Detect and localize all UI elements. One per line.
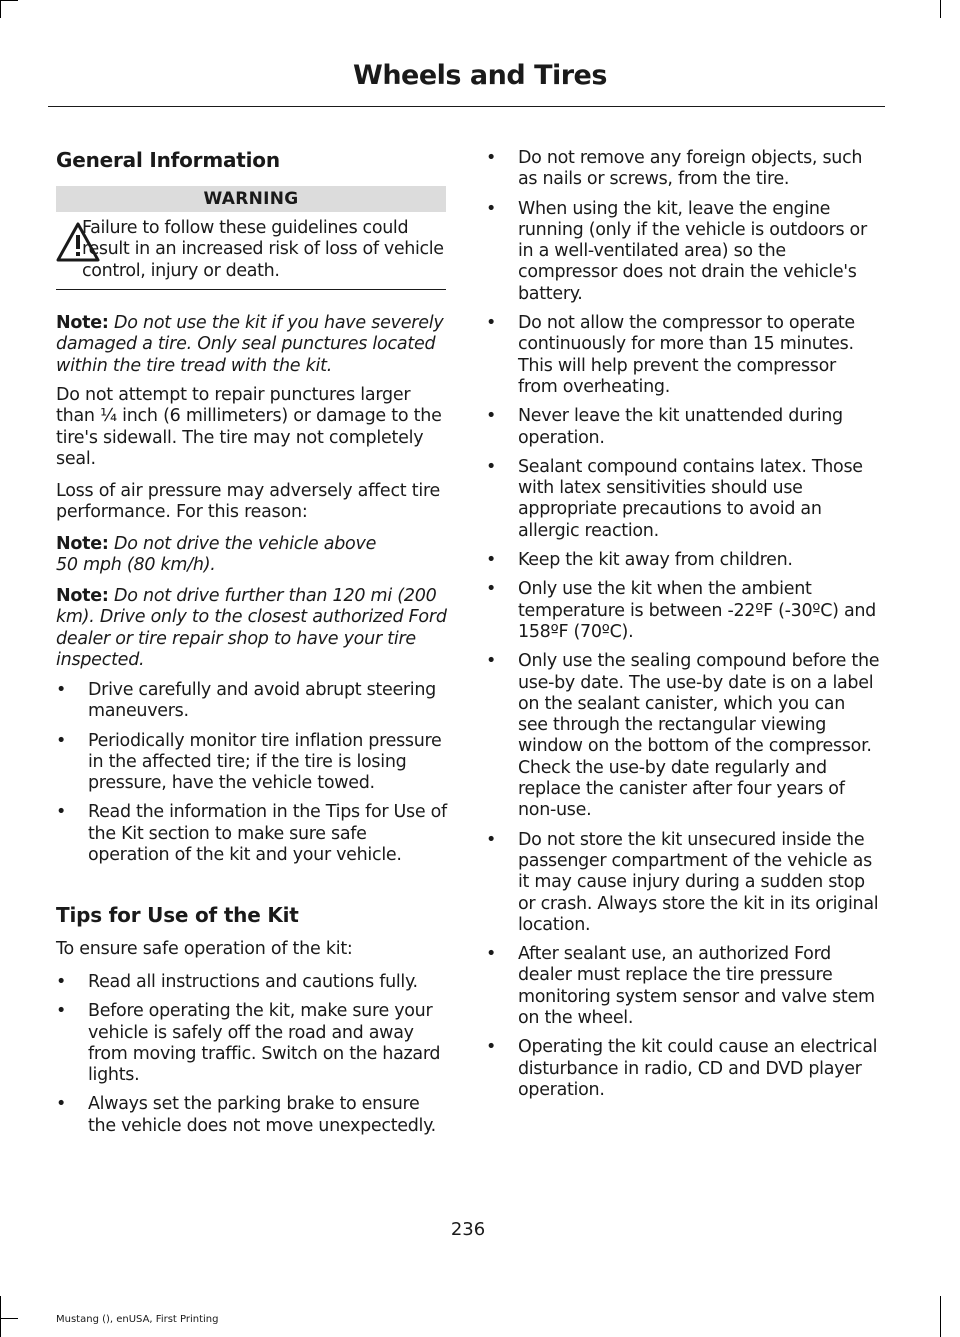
- list-item: • Keep the kit away from children.: [486, 550, 793, 571]
- bullet-list-tips: [56, 972, 448, 1145]
- note-label: Note:: [56, 534, 109, 554]
- page-number: 236: [450, 1219, 486, 1240]
- list-item: • Only use the sealing compound before the use-by date. The use-by date is on a label on the sealant canister, which you can see through the rectangular viewing window on the bottom of the compressor. Check the use-by date regularly and replace the canister after four years of non-use.: [486, 651, 880, 821]
- crop-mark: [0, 0, 18, 1]
- list-item: • Never leave the kit unattended during operation.: [486, 406, 843, 448]
- list-item: • Drive carefully and avoid abrupt steering maneuvers.: [56, 680, 436, 722]
- list-item: • After sealant use, an authorized Ford dealer must replace the tire pressure monitoring system sensor and valve stem on the wheel.: [486, 944, 875, 1028]
- list-item: • Do not store the kit unsecured inside the passenger compartment of the vehicle as it may cause injury during a sudden stop or crash. Always store the kit in its original location.: [486, 829, 879, 935]
- list-item: • Sealant compound contains latex. Those with latex sensitivities should use appropriate precautions to avoid an allergic reaction.: [486, 456, 863, 541]
- crop-mark: [0, 1296, 1, 1337]
- note-severe-damage: [56, 313, 448, 377]
- paragraph-puncture-size: Do not attempt to repair punctures larger than ¼ inch (6 millimeters) or damage to the tire's sidewall. The tire may not completely seal.: [56, 385, 442, 469]
- bullet-list-kit-usage: [486, 148, 880, 1109]
- bullet-list-driving: [56, 680, 448, 874]
- paragraph-safe-operation: To ensure safe operation of the kit:: [56, 939, 353, 959]
- list-item: • Only use the kit when the ambient temperature is between -22ºF (-30ºC) and 158ºF (70ºC).: [486, 579, 876, 642]
- crop-mark: [0, 0, 1, 18]
- section-title-general-information: General Information: [56, 148, 280, 172]
- warning-divider: [56, 289, 446, 290]
- crop-mark: [940, 1296, 941, 1337]
- note-text: Do not drive the vehicle above 50 mph (80 km/h).: [56, 534, 377, 576]
- list-item: • Before operating the kit, make sure your vehicle is safely off the road and away from moving traffic. Switch on the hazard lights.: [56, 1001, 441, 1086]
- edition-footer: Mustang (), enUSA, First Printing: [56, 1314, 219, 1325]
- crop-mark: [940, 0, 941, 18]
- warning-body: Failure to follow these guidelines could result in an increased risk of loss of vehicle control, injury or death.: [82, 218, 444, 281]
- note-label: Note:: [56, 586, 109, 606]
- note-distance-limit: [56, 586, 448, 671]
- list-item: • When using the kit, leave the engine running (only if the vehicle is outdoors or in a well-ventilated area) so the compressor does not drain the vehicle's battery.: [486, 198, 867, 304]
- list-item: • Read the information in the Tips for Use of the Kit section to make sure safe operation of the kit and your vehicle.: [56, 802, 447, 866]
- list-item: • Always set the parking brake to ensure the vehicle does not move unexpectedly.: [56, 1094, 436, 1136]
- warning-label: WARNING: [56, 186, 446, 212]
- list-item: • Operating the kit could cause an electrical disturbance in radio, CD and DVD player operation.: [486, 1037, 878, 1100]
- note-label: Note:: [56, 313, 109, 333]
- header-rule: [48, 106, 885, 107]
- list-item: • Periodically monitor tire inflation pressure in the affected tire; if the tire is losing pressure, have the vehicle towed.: [56, 730, 442, 794]
- list-item: • Do not remove any foreign objects, such as nails or screws, from the tire.: [486, 148, 863, 190]
- paragraph-air-pressure: Loss of air pressure may adversely affect tire performance. For this reason:: [56, 481, 441, 523]
- note-text: Do not use the kit if you have severely damaged a tire. Only seal punctures located within the tire tread with the kit.: [56, 313, 444, 376]
- crop-mark: [0, 1318, 18, 1319]
- page-header-title: Wheels and Tires: [353, 60, 607, 91]
- note-text: Do not drive further than 120 mi (200 km). Drive only to the closest authorized Ford dealer or tire repair shop to have your tire inspected.: [56, 586, 447, 670]
- note-speed-limit: [56, 534, 396, 577]
- list-item: • Read all instructions and cautions fully.: [56, 972, 418, 992]
- list-item: • Do not allow the compressor to operate continuously for more than 15 minutes. This will help prevent the compressor from overheating.: [486, 313, 855, 397]
- section-title-tips: Tips for Use of the Kit: [56, 903, 299, 927]
